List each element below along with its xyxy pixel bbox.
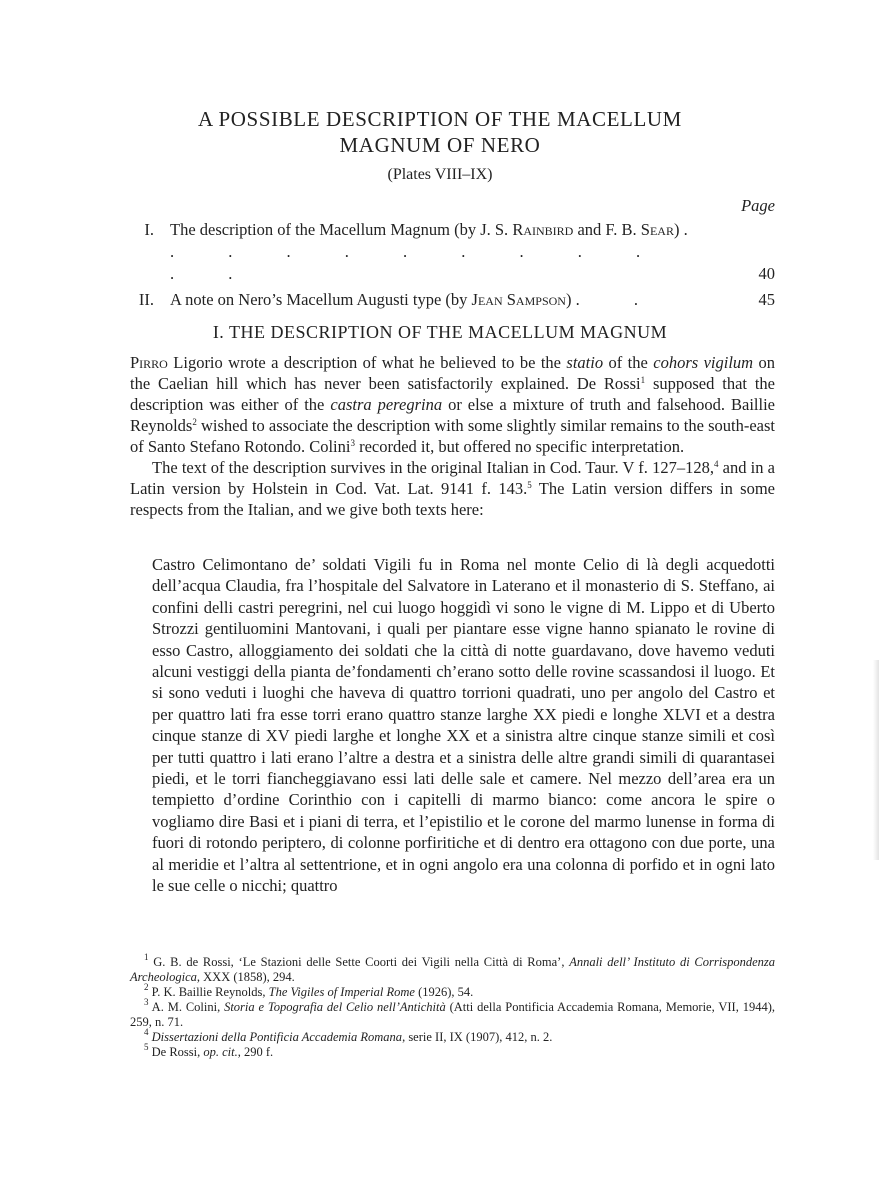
title-line-1: A POSSIBLE DESCRIPTION OF THE MACELLUM (198, 107, 682, 131)
section-heading: I. THE DESCRIPTION OF THE MACELLUM MAGNUM (212, 322, 668, 342)
contents-entry-text: The description of the Macellum Magnum (by J. S. Rainbird and F. B. Sear) . . . . . . . . . . . . (170, 220, 688, 283)
footnotes (130, 952, 776, 1060)
table-of-contents (130, 196, 775, 311)
contents-page-label: Page (741, 196, 775, 215)
footnote-3: $^3$ A. M. Colini, Storia e Topografia del Celio nell’Antichità (Atti della Pontificia Accademia Romana, Memorie, VII, 1944), 259, n. 71. (130, 997, 776, 1029)
body-text (130, 352, 775, 520)
author-name: Sear (640, 220, 674, 239)
footnote-ref[interactable]: 5 (527, 480, 532, 490)
leader-dots: . . (575, 290, 663, 309)
footnote-4: $^4$ Dissertazioni della Pontificia Accademia Romana, serie II, IX (1907), 412, n. 2. (144, 1027, 553, 1044)
contents-entry-page: 45 (758, 290, 775, 309)
author-name: Rainbird (512, 220, 574, 239)
contents-entry-number: II. (138, 290, 154, 309)
title-line-2: MAGNUM OF NERO (339, 133, 541, 157)
paragraph-1: Pirro Ligorio wrote a description of what he believed to be the statio of the cohors vigilum on the Caelian hill which has never been satisfactorily explained. De Rossi$^1$ supposed that the description was either of the castra peregrina or else a mixture of truth and falsehood. Baillie Reynolds$^2$ wished to associate the description with some slightly similar remains to the south-east of Santo Stefano Rotondo. Colini$^3$ recorded it, but offered no specific interpretation. (130, 353, 775, 456)
paragraph-2: The text of the description survives in the original Italian in Cod. Taur. V f. 127–128,$^4$ and in a Latin version by Holstein in Cod. Vat. Lat. 9141 f. 143.$^5$ The Latin version differs in some respects from the Italian, and we give both texts here: (130, 458, 775, 519)
article-title (100, 106, 780, 158)
footnote-ref[interactable]: 1 (640, 375, 646, 385)
footnote-ref[interactable]: 2 (192, 417, 197, 427)
contents-entry-number: I. (144, 220, 154, 239)
contents-entry-page: 40 (758, 264, 775, 283)
author-name: Jean Sampson (471, 290, 566, 309)
footnote-1: $^1$ G. B. de Rossi, ‘Le Stazioni delle Sette Coorti dei Vigili nella Città di Roma’, Annali dell’ Instituto di Corrispondenza Archeologica, XXX (1858), 294. (130, 952, 775, 984)
contents-entry-1 (130, 219, 775, 285)
footnote-ref[interactable]: 4 (713, 459, 719, 469)
plates-reference: (Plates VIII–IX) (387, 166, 493, 183)
leader-dots: . . . . . . . . . . . (170, 242, 666, 283)
contents-entry-text: A note on Nero’s Macellum Augusti type (by Jean Sampson) . . (170, 290, 663, 309)
scan-edge-shadow (873, 660, 879, 860)
contents-entry-2 (130, 289, 775, 311)
italian-quotation: Castro Celimontano de’ soldati Vigili fu in Roma nel monte Celio di là degli acquedotti dell’acqua Claudia, fra l’hospitale del Salvatore in Laterano et il monasterio di S. Steffano, ai confini delli castri peregrini, nel cui luogo hoggidì vi sono le vigne di M. Lippo et di Uberto Strozzi gentiluomini Mantovani, i quali per piantare esse vigne hanno spianato le rovine di esso Castro, alloggiamento dei soldati che la città di notte guardavano, dove havemo veduti alcuni vestiggi della pianta de’fondamenti ch’erano sotto delle rovine scassandosi il luogo. Et si sono veduti i luoghi che haveva di quattro torrioni quadrati, uno per angolo del Castro et per quattro lati fra esse torri erano quattro stanze larghe XX piedi e longhe XLVI et a destra cinque stanze di XV piedi larghe et longhe XX et a sinistra altre cinque stanze simili et così per tutti quattro i lati erano l’altre a destra et a sinistra delle altre grandi simili di quarantasei piedi, et le torri fiancheggiavano essi lati delle sale et camere. Nel mezzo dell’area era un tempietto d’ordine Corinthio con i capitelli di marmo bianco: come ancora le spire o vogliamo dire Basi et i piani di terra, et l’epistilio et le corone del marmo lunense in forma di fuori di rotondo periptero, di colonne porfiritiche et di dentro era ottagono con due porte, una al meridie et l’altra al settentrione, et in ogni angolo era una colonna di porfido et in ogni lato le sue celle o nicchi; quattro (152, 555, 775, 896)
footnote-2: $^2$ P. K. Baillie Reynolds, The Vigiles of Imperial Rome (1926), 54. (144, 982, 474, 999)
drop-cap-word: Pirro (130, 353, 168, 372)
footnote-5: $^5$ De Rossi, op. cit., 290 f. (144, 1042, 274, 1059)
footnote-ref[interactable]: 3 (350, 438, 355, 448)
